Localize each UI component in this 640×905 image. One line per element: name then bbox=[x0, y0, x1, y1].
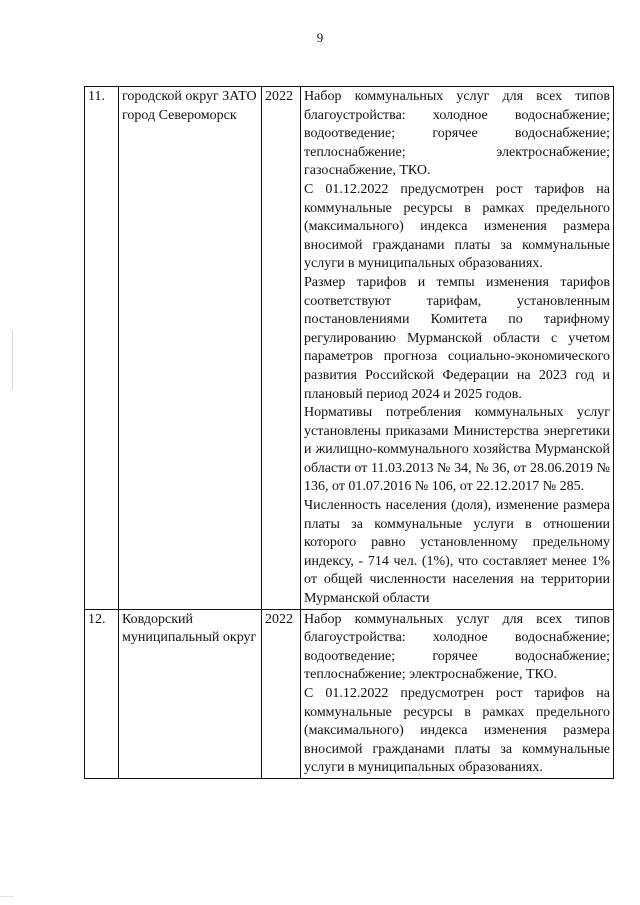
municipality-name: городской округ ЗАТО город Североморск bbox=[119, 87, 262, 610]
description-paragraph: Набор коммунальных услуг для всех типов благоустройства: холодное водоснабжение; водоотведение; горячее водоснабжение; теплоснабжение; электроснабжение, ТКО. bbox=[304, 611, 610, 683]
description-paragraph: Нормативы потребления коммунальных услуг установлены приказами Министерства энергетики и жилищно-коммунального хозяйства Мурманской области от 11.03.2013 № 34, № 36, от 28.06.2019 № 136, от 01.07.2016 № 106, от 22.12.2017 № 285. bbox=[304, 405, 610, 495]
row-year: 2022 bbox=[262, 87, 301, 610]
row-number: 11. bbox=[85, 87, 119, 610]
description-paragraph: С 01.12.2022 предусмотрен рост тарифов на коммунальные ресурсы в рамках предельного (максимального) индекса изменения размера вносимой гражданами платы за коммунальные услуги в муниципальных образованиях. bbox=[304, 686, 610, 776]
tariff-table bbox=[84, 86, 614, 779]
page-number: 9 bbox=[316, 30, 324, 45]
municipality-name: Ковдорский муниципальный округ bbox=[119, 609, 262, 778]
description-paragraph: С 01.12.2022 предусмотрен рост тарифов на коммунальные ресурсы в рамках предельного (максимального) индекса изменения размера вносимой гражданами платы за коммунальные услуги в муниципальных образованиях. bbox=[304, 181, 610, 272]
scan-corner-mark bbox=[0, 896, 14, 905]
table-row bbox=[85, 609, 614, 778]
row-number: 12. bbox=[85, 609, 119, 778]
table-row bbox=[85, 87, 614, 610]
row-description bbox=[301, 609, 614, 778]
scan-margin-mark bbox=[12, 330, 13, 390]
description-paragraph: Численность населения (доля), изменение размера платы за коммунальные услуги в отношении которого равно установленному предельному индексу, - 714 чел. (1%), что составляет менее 1% от общей численности населения на территории Мурманской области bbox=[304, 498, 610, 607]
row-year: 2022 bbox=[262, 609, 301, 778]
description-paragraph: Размер тарифов и темпы изменения тарифов соответствуют тарифам, установленным постановлениями Комитета по тарифному регулированию Мурманской области с учетом параметров прогноза социально-экономического развития Российской Федерации на 2023 год и плановый период 2024 и 2025 годов. bbox=[304, 274, 610, 402]
row-description bbox=[301, 87, 614, 610]
description-paragraph: Набор коммунальных услуг для всех типов благоустройства: холодное водоснабжение; водоотведение; горячее водоснабжение; теплоснабжение; электроснабжение; газоснабжение, ТКО. bbox=[304, 89, 610, 179]
